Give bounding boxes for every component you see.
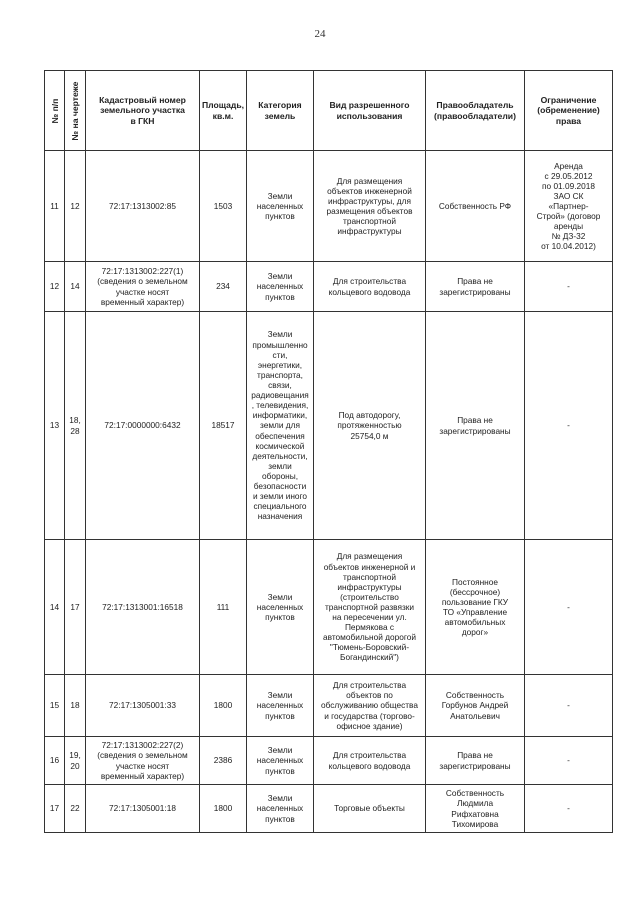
cell-use: Под автодорогу, протяженностью 25754,0 м bbox=[314, 312, 426, 540]
cell-cadastral: 72:17:1305001:33 bbox=[86, 675, 200, 737]
header-encumbrance: Ограничение (обременение) права bbox=[525, 71, 613, 151]
cell-drawing: 18 bbox=[65, 675, 86, 737]
cell-drawing: 19, 20 bbox=[65, 737, 86, 785]
cell-owner: Права не зарегистрированы bbox=[426, 262, 525, 312]
table-header-row bbox=[45, 71, 613, 151]
header-drawing-num: № на чертеже bbox=[65, 71, 86, 151]
cell-area: 1800 bbox=[200, 675, 247, 737]
cell-cadastral: 72:17:1313002:227(2) (сведения о земельном участке носят временный характер) bbox=[86, 737, 200, 785]
cell-area: 1800 bbox=[200, 785, 247, 833]
table-row bbox=[45, 785, 613, 833]
cell-category: Земли промышленно сти, энергетики, транспорта, связи, радиовещания , телевидения, информатики, земли для обеспечения космической деятельности, земли обороны, безопасности и земли иного специального назначения bbox=[247, 312, 314, 540]
page-number: 24 bbox=[314, 28, 326, 40]
cell-area: 2386 bbox=[200, 737, 247, 785]
cell-cadastral: 72:17:0000000:6432 bbox=[86, 312, 200, 540]
cell-drawing: 14 bbox=[65, 262, 86, 312]
cell-area: 1503 bbox=[200, 151, 247, 262]
cell-encumbrance: - bbox=[525, 785, 613, 833]
cell-drawing: 17 bbox=[65, 540, 86, 675]
cell-category: Земли населенных пунктов bbox=[247, 540, 314, 675]
land-plots-table bbox=[44, 70, 613, 833]
cell-encumbrance: - bbox=[525, 312, 613, 540]
header-cadastral: Кадастровый номер земельного участка в ГКН bbox=[86, 71, 200, 151]
cell-encumbrance: Аренда с 29.05.2012 по 01.09.2018 ЗАО СК «Партнер- Строй» (договор аренды № ДЗ-32 от 10.04.2012) bbox=[525, 151, 613, 262]
table-row bbox=[45, 262, 613, 312]
header-area: Площадь, кв.м. bbox=[200, 71, 247, 151]
cell-cadastral: 72:17:1313001:16518 bbox=[86, 540, 200, 675]
cell-owner: Права не зарегистрированы bbox=[426, 737, 525, 785]
cell-use: Для размещения объектов инженерной инфраструктуры, для размещения объектов транспортной инфраструктуры bbox=[314, 151, 426, 262]
cell-category: Земли населенных пунктов bbox=[247, 675, 314, 737]
cell-encumbrance: - bbox=[525, 262, 613, 312]
cell-area: 111 bbox=[200, 540, 247, 675]
cell-drawing: 18, 28 bbox=[65, 312, 86, 540]
cell-use: Для строительства кольцевого водовода bbox=[314, 737, 426, 785]
cell-num: 13 bbox=[45, 312, 65, 540]
cell-num: 11 bbox=[45, 151, 65, 262]
cell-area: 18517 bbox=[200, 312, 247, 540]
header-num: № п/п bbox=[45, 71, 65, 151]
cell-cadastral: 72:17:1313002:85 bbox=[86, 151, 200, 262]
cell-category: Земли населенных пунктов bbox=[247, 151, 314, 262]
header-owner: Правообладатель (правообладатели) bbox=[426, 71, 525, 151]
cell-owner: Собственность Горбунов Андрей Анатольевич bbox=[426, 675, 525, 737]
cell-num: 17 bbox=[45, 785, 65, 833]
cell-num: 15 bbox=[45, 675, 65, 737]
header-category: Категория земель bbox=[247, 71, 314, 151]
table-row bbox=[45, 151, 613, 262]
header-use: Вид разрешенного использования bbox=[314, 71, 426, 151]
cell-owner: Постоянное (бессрочное) пользование ГКУ ТО «Управление автомобильных дорог» bbox=[426, 540, 525, 675]
cell-owner: Собственность Людмила Рифхатовна Тихомирова bbox=[426, 785, 525, 833]
cell-drawing: 22 bbox=[65, 785, 86, 833]
cell-encumbrance: - bbox=[525, 675, 613, 737]
cell-drawing: 12 bbox=[65, 151, 86, 262]
cell-encumbrance: - bbox=[525, 540, 613, 675]
cell-use: Торговые объекты bbox=[314, 785, 426, 833]
cell-category: Земли населенных пунктов bbox=[247, 785, 314, 833]
cell-category: Земли населенных пунктов bbox=[247, 737, 314, 785]
cell-area: 234 bbox=[200, 262, 247, 312]
table-row bbox=[45, 540, 613, 675]
cell-encumbrance: - bbox=[525, 737, 613, 785]
table-row bbox=[45, 675, 613, 737]
table-row bbox=[45, 312, 613, 540]
cell-owner: Собственность РФ bbox=[426, 151, 525, 262]
cell-num: 16 bbox=[45, 737, 65, 785]
cell-owner: Права не зарегистрированы bbox=[426, 312, 525, 540]
cell-category: Земли населенных пунктов bbox=[247, 262, 314, 312]
cell-use: Для размещения объектов инженерной и транспортной инфраструктуры (строительство транспортной развязки на пересечении ул. Пермякова с автомобильной дорогой "Тюмень-Боровский- Богандинский") bbox=[314, 540, 426, 675]
cell-use: Для строительства кольцевого водовода bbox=[314, 262, 426, 312]
cell-num: 14 bbox=[45, 540, 65, 675]
cell-use: Для строительства объектов по обслуживанию общества и государства (торгово- офисное здание) bbox=[314, 675, 426, 737]
cell-cadastral: 72:17:1313002:227(1) (сведения о земельном участке носят временный характер) bbox=[86, 262, 200, 312]
cell-cadastral: 72:17:1305001:18 bbox=[86, 785, 200, 833]
table-row bbox=[45, 737, 613, 785]
cell-num: 12 bbox=[45, 262, 65, 312]
